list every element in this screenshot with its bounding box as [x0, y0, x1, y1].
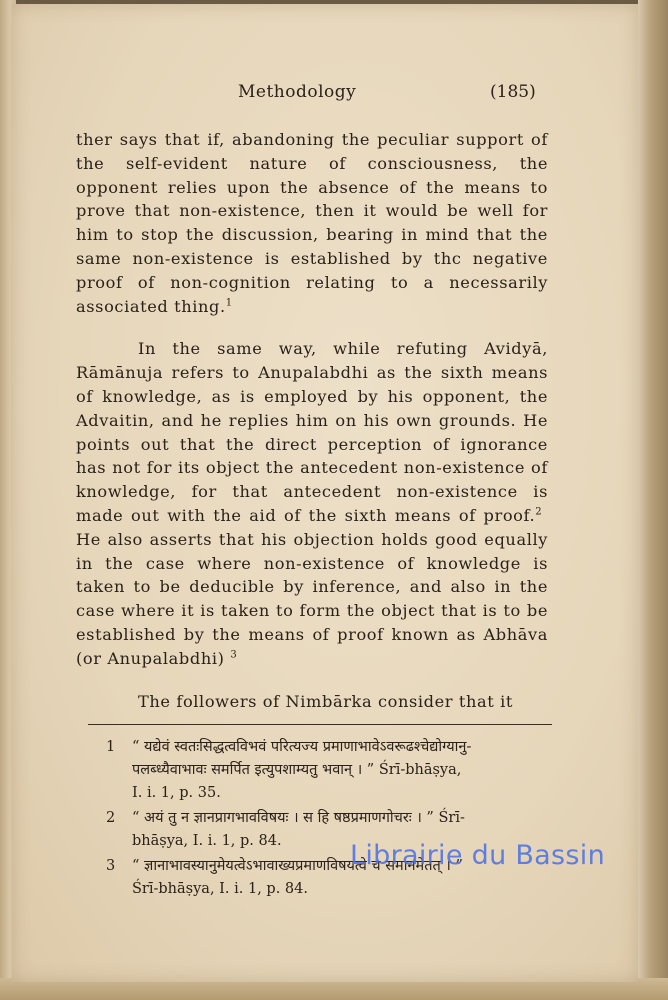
paragraph-3: The followers of Nimbārka consider that it	[138, 691, 514, 711]
footnote-number: 3	[106, 858, 116, 874]
paragraph-2: In the same way, while refuting Avidyā, Rāmānuja refers to Anupalabdhi as the sixth means of knowledge, as is employed by his opponent, the Advaitin, and he replies him on his own grounds. He points out that the direct perception of ignorance has not for its object the antecedent non-existence of knowledge, for that antecedent non-existence is made out with the aid of the sixth means of proof.$^2$ He also asserts that his objection holds good equally in the case where non-existence of knowledge is taken to be deducible by inference, and also in the case where it is taken to form the object that is to be established by the means of proof known as Abhāva (or Anupalabdhi) $^3$	[76, 339, 548, 668]
footnote-number: 2	[106, 810, 116, 826]
footnote-line: bhāṣya, I. i. 1, p. 84.	[132, 833, 282, 849]
footnote-line: “ ज्ञानाभावस्यानुमेयत्वेऽभावाख्यप्रमाणविषयत्वे च समानमेतत् । ”	[132, 858, 463, 874]
running-header	[12, 82, 638, 106]
footnote-ref-3: 3	[230, 649, 238, 661]
footnote-line: “ यद्येवं स्वतःसिद्धत्वविभवं परित्यज्य प्रमाणाभावेऽवरूढश्चेद्योग्यानु-	[132, 739, 472, 755]
footnote-line: पलब्ध्यैवाभावः समर्पित इत्युपशाम्यतु भवान् । ” Śrī-bhāṣya,	[132, 762, 462, 778]
footnote-line: Śrī-bhāṣya, I. i. 1, p. 84.	[132, 881, 308, 897]
main-text	[76, 128, 548, 713]
running-title: Methodology	[238, 82, 357, 102]
page-edges	[638, 0, 668, 1000]
footnote-line: I. i. 1, p. 35.	[132, 785, 221, 801]
book-page	[12, 4, 638, 982]
footnote-ref-2: 2	[535, 506, 543, 518]
footnote-ref-1: 1	[225, 297, 233, 309]
footnote-1	[106, 736, 550, 805]
footnote-rule	[88, 724, 552, 725]
footnote-line: “ अयं तु न ज्ञानप्रागभावविषयः । स हि षष्ठप्रमाणगोचरः । ” Śrī-	[132, 810, 465, 826]
footnotes	[106, 736, 550, 903]
watermark: Librairie du Bassin	[350, 840, 605, 871]
footnote-number: 1	[106, 739, 116, 755]
paragraph-1: ther says that if, abandoning the peculiar support of the self-evident nature of consciousness, the opponent relies upon the absence of the means to prove that non-existence, then it would be well for him to stop the discussion, bearing in mind that the same non-existence is established by thc negative proof of non-cognition relating to a necessarily associated thing.$^1$	[76, 130, 548, 316]
page-number: (185)	[490, 82, 536, 102]
